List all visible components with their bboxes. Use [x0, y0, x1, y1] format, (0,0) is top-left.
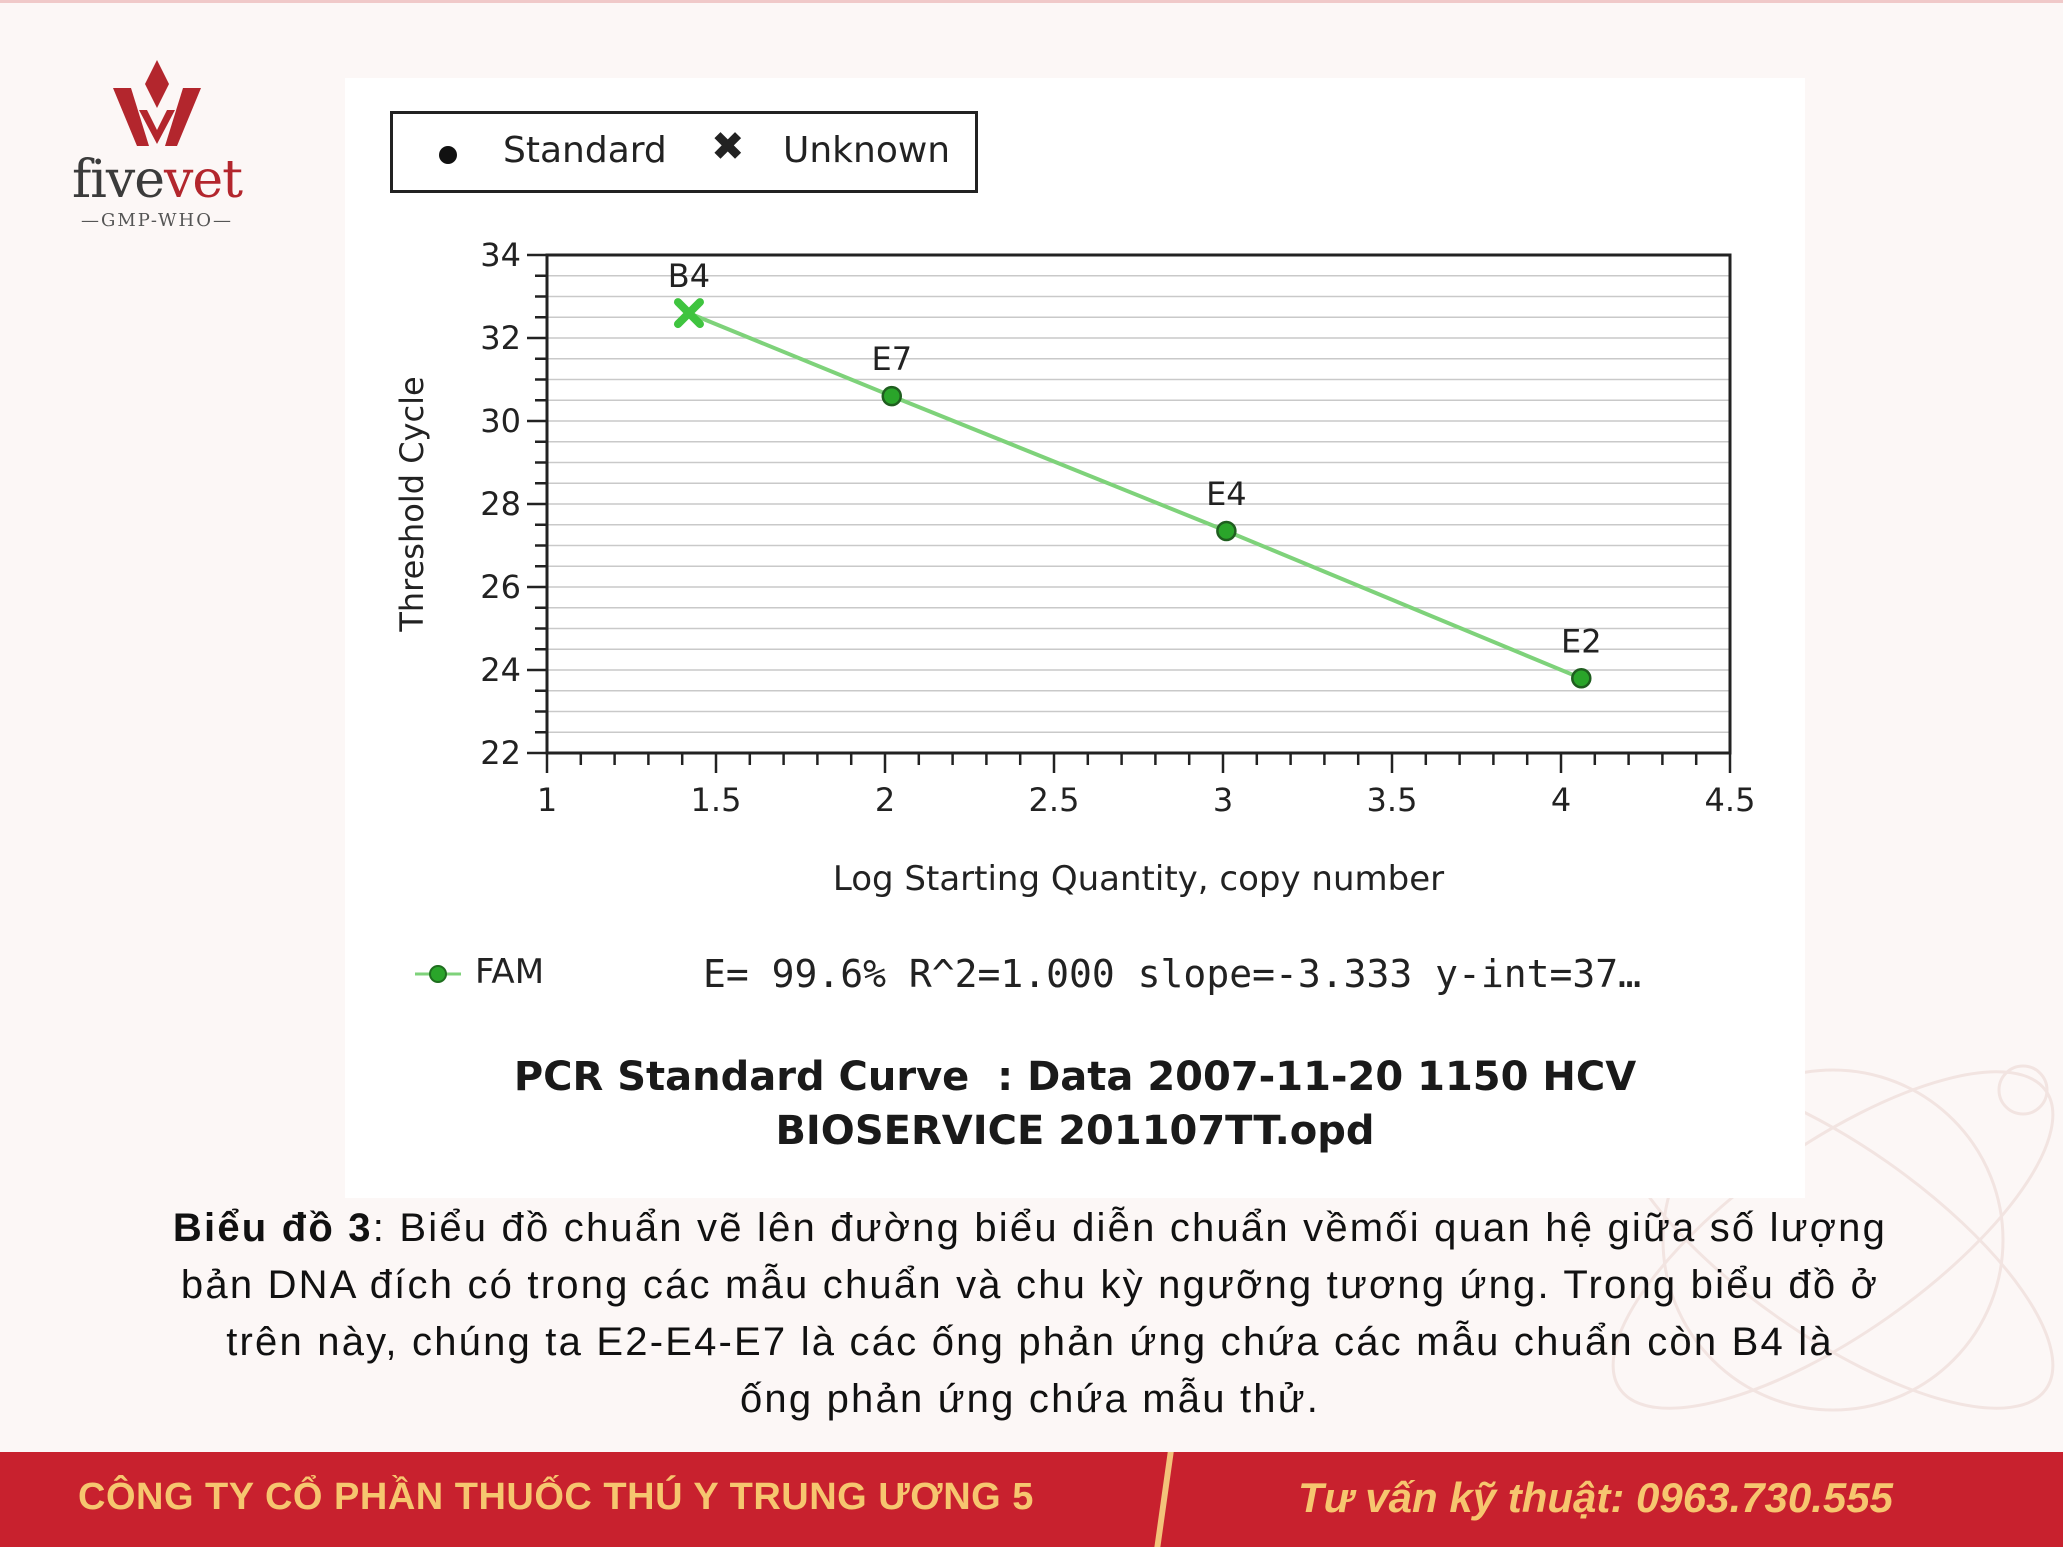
logo-wordmark: fivevet — [71, 150, 243, 210]
chart-title-line-2: BIOSERVICE 201107TT.opd — [775, 1108, 1375, 1154]
y-tick-label: 32 — [480, 319, 521, 357]
y-tick-label: 26 — [480, 568, 521, 606]
fam-series-name: FAM — [475, 952, 545, 992]
footer-divider — [1152, 1452, 1175, 1547]
caption-line-4: ống phản ứng chứa mẫu thử. — [739, 1377, 1321, 1421]
x-tick-label: 4.5 — [1704, 781, 1756, 819]
y-axis-label: Threshold Cycle — [393, 376, 431, 632]
y-tick-label: 34 — [480, 236, 521, 274]
legend-standard-label: Standard — [503, 130, 667, 171]
point-label: B4 — [667, 257, 711, 296]
standard-curve-chart — [345, 78, 1805, 958]
figure-caption — [90, 1200, 1970, 1428]
x-tick-label: 3 — [1212, 781, 1234, 819]
series-stats-row — [413, 950, 1813, 1000]
x-tick-label: 3.5 — [1366, 781, 1418, 819]
footer-bar — [0, 1452, 2063, 1547]
chart-legend — [390, 111, 978, 193]
legend-unknown-label: Unknown — [783, 130, 951, 171]
standard-point-marker — [883, 387, 901, 405]
chart-title — [345, 1050, 1805, 1158]
y-tick-label: 28 — [480, 485, 521, 523]
x-axis-label: Log Starting Quantity, copy number — [832, 859, 1445, 899]
logo-tagline: —GMP-WHO— — [81, 210, 233, 231]
chart-title-line-1: PCR Standard Curve : Data 2007-11-20 1150 HCV — [513, 1054, 1637, 1100]
footer-hotline[interactable]: Tư vấn kỹ thuật: 0963.730.555 — [1298, 1474, 1893, 1521]
fam-series-stats: E= 99.6% R^2=1.000 slope=-3.333 y-int=37… — [703, 952, 1641, 996]
x-tick-label: 4 — [1550, 781, 1572, 819]
fam-series-icon — [413, 954, 463, 994]
point-label: E4 — [1206, 474, 1247, 513]
x-tick-label: 2.5 — [1028, 781, 1080, 819]
x-tick-label: 1.5 — [690, 781, 742, 819]
unknown-marker-icon: ✖ — [711, 124, 745, 170]
x-tick-label: 1 — [536, 781, 558, 819]
company-logo — [62, 58, 252, 231]
fam-series-line — [689, 313, 1581, 678]
y-tick-label: 22 — [480, 734, 521, 772]
standard-point-marker — [1572, 669, 1590, 687]
caption-line-2: bản DNA đích có trong các mẫu chuẩn và chu kỳ ngưỡng tương ứng. Trong biểu đồ ở — [180, 1263, 1880, 1307]
caption-line-1: Biểu đồ 3: Biểu đồ chuẩn vẽ lên đường biểu diễn chuẩn vềmối quan hệ giữa số lượng — [172, 1206, 1888, 1250]
top-border — [0, 0, 2063, 3]
unknown-point-marker — [678, 302, 700, 324]
footer-company-name: CÔNG TY CỔ PHẦN THUỐC THÚ Y TRUNG ƯƠNG 5 — [78, 1476, 1034, 1518]
standard-marker-icon — [439, 146, 457, 164]
logo-mark-icon — [109, 58, 205, 150]
y-tick-label: 24 — [480, 651, 521, 689]
caption-line-3: trên này, chúng ta E2-E4-E7 là các ống phản ứng chứa các mẫu chuẩn còn B4 là — [226, 1320, 1834, 1364]
point-label: E2 — [1560, 622, 1602, 661]
caption-figure-number: Biểu đồ 3 — [172, 1206, 373, 1250]
y-tick-label: 30 — [480, 402, 521, 440]
point-label: E7 — [871, 340, 913, 379]
x-tick-label: 2 — [874, 781, 896, 819]
standard-point-marker — [1217, 522, 1235, 540]
chart-panel — [345, 78, 1805, 1198]
